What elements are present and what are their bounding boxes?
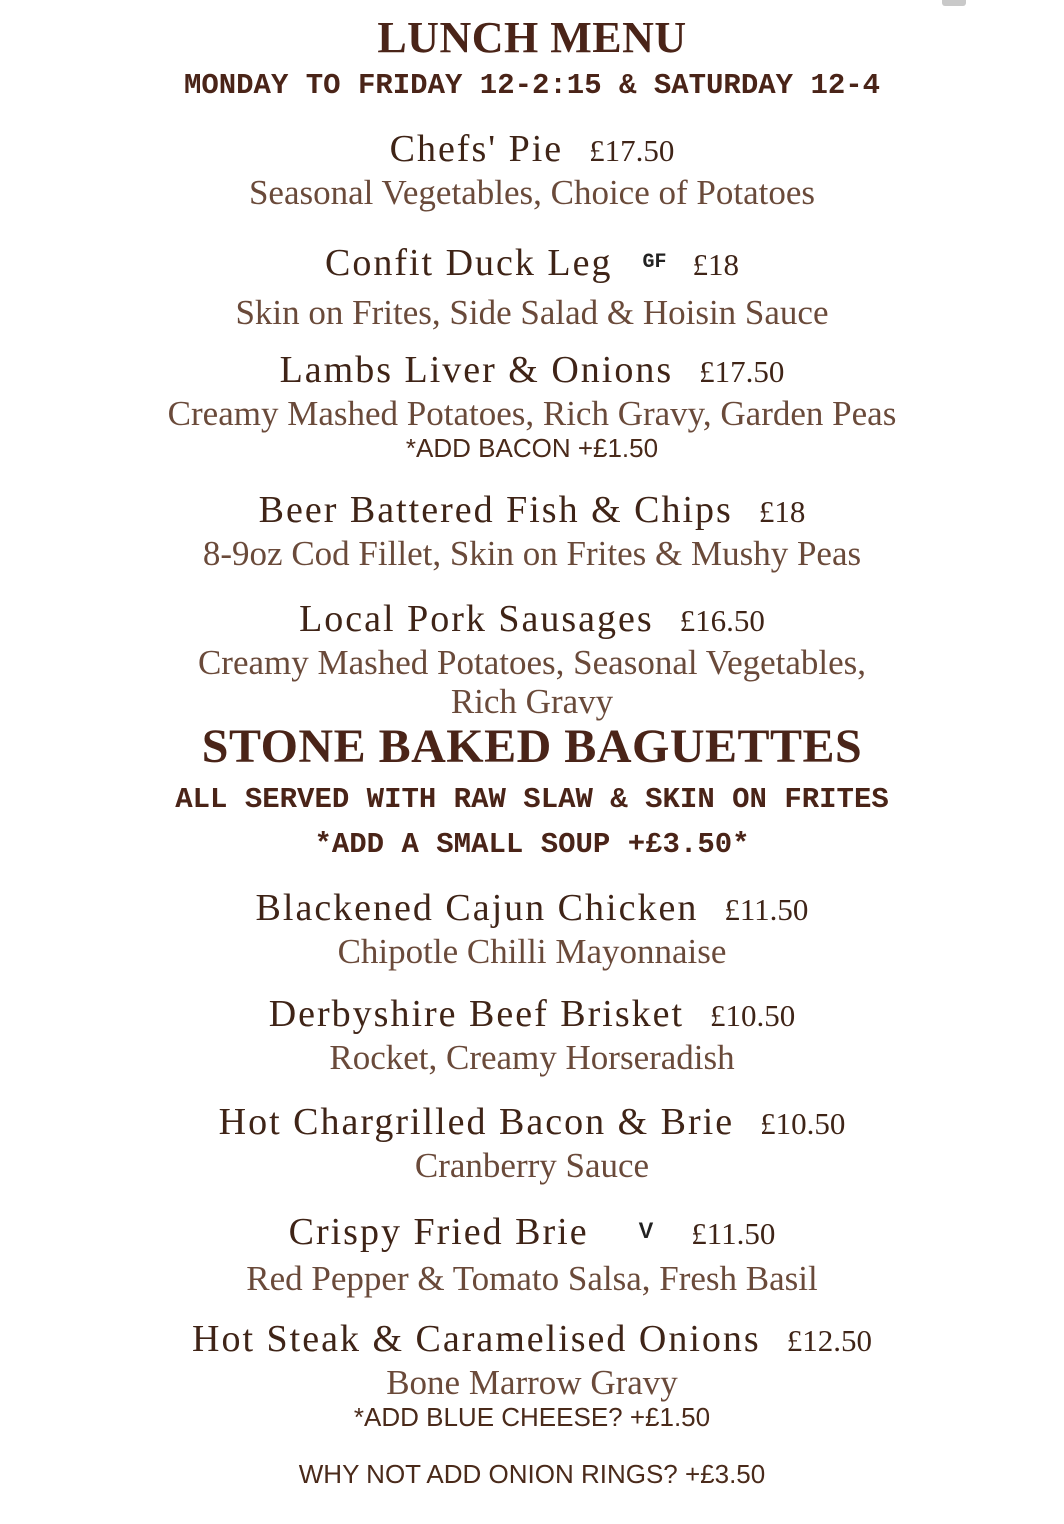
menu-item-name: Hot Chargrilled Bacon & Brie [218, 1101, 735, 1143]
menu-item-description-line: Creamy Mashed Potatoes, Seasonal Vegetables, [197, 643, 867, 682]
menu-item-description: 8-9oz Cod Fillet, Skin on Frites & Mushy Peas [202, 534, 862, 573]
onion-rings-note: WHY NOT ADD ONION RINGS? +£3.50 [298, 1459, 766, 1489]
menu-item-price: £11.50 [724, 892, 809, 927]
menu-item-name: Blackened Cajun Chicken [255, 887, 699, 929]
menu-item-heading [0, 1100, 1064, 1146]
menu-item-price: £10.50 [760, 1106, 846, 1141]
menu-item-heading [0, 488, 1064, 534]
menu-item-heading [0, 127, 1064, 173]
menu-item-price: £11.50 [691, 1216, 776, 1251]
baguettes-section-title: STONE BAKED BAGUETTES [201, 720, 863, 773]
menu-item-description: Seasonal Vegetables, Choice of Potatoes [248, 173, 816, 212]
menu-item [0, 886, 1064, 971]
menu-item-heading [0, 597, 1064, 643]
menu-item-description: Skin on Frites, Side Salad & Hoisin Sauce [235, 293, 829, 332]
gluten-free-badge: GF [642, 251, 667, 274]
menu-item-description: Cranberry Sauce [414, 1146, 650, 1185]
menu-item [0, 1210, 1064, 1298]
menu-item [0, 127, 1064, 212]
menu-item-heading [0, 241, 1064, 293]
menu-item-name: Chefs' Pie [389, 128, 564, 170]
baguettes-soup-offer: *ADD A SMALL SOUP +£3.50* [314, 828, 750, 861]
menu-item-price: £18 [758, 494, 806, 529]
menu-item-name: Derbyshire Beef Brisket [268, 993, 685, 1035]
baguettes-served-with: ALL SERVED WITH RAW SLAW & SKIN ON FRITES [175, 783, 889, 816]
menu-item-price: £18 [692, 247, 740, 282]
vegetarian-badge: V [638, 1218, 654, 1243]
menu-item [0, 992, 1064, 1077]
menu-item-price: £12.50 [786, 1323, 872, 1358]
menu-item [0, 488, 1064, 573]
menu-item-price: £17.50 [699, 354, 785, 389]
menu-item-price: £16.50 [679, 603, 765, 638]
menu-item-name: Crispy Fried Brie [288, 1211, 589, 1253]
menu-item-price: £10.50 [710, 998, 796, 1033]
menu-item-price: £17.50 [589, 133, 675, 168]
menu-item-heading [0, 1317, 1064, 1363]
menu-item-heading [0, 886, 1064, 932]
menu-item-description: Creamy Mashed Potatoes, Rich Gravy, Garden Peas [167, 394, 897, 433]
menu-item-heading [0, 992, 1064, 1038]
menu-item [0, 597, 1064, 721]
menu-item-description: Chipotle Chilli Mayonnaise [337, 932, 727, 971]
lunch-menu-title: LUNCH MENU [377, 13, 687, 62]
menu-item-description-line: Rich Gravy [450, 682, 614, 721]
menu-item-name: Lambs Liver & Onions [279, 349, 674, 391]
menu-item-description: Red Pepper & Tomato Salsa, Fresh Basil [246, 1259, 818, 1298]
menu-item [0, 1100, 1064, 1185]
menu-item-heading [0, 348, 1064, 394]
menu-item-name: Local Pork Sausages [299, 598, 654, 640]
menu-item-description: Rocket, Creamy Horseradish [329, 1038, 735, 1077]
menu-item [0, 348, 1064, 463]
menu-item [0, 241, 1064, 332]
menu-item-heading [0, 1210, 1064, 1259]
menu-item-name: Beer Battered Fish & Chips [258, 489, 733, 531]
scroll-indicator [942, 0, 966, 6]
menu-item-addon-note: *ADD BACON +£1.50 [405, 433, 659, 463]
lunch-hours: MONDAY TO FRIDAY 12-2:15 & SATURDAY 12-4 [183, 69, 881, 102]
menu-item-addon-note: *ADD BLUE CHEESE? +£1.50 [353, 1402, 711, 1432]
menu-item [0, 1317, 1064, 1432]
menu-item-name: Confit Duck Leg [324, 242, 613, 284]
menu-item-description: Bone Marrow Gravy [386, 1363, 678, 1402]
menu-item-name: Hot Steak & Caramelised Onions [192, 1318, 761, 1360]
